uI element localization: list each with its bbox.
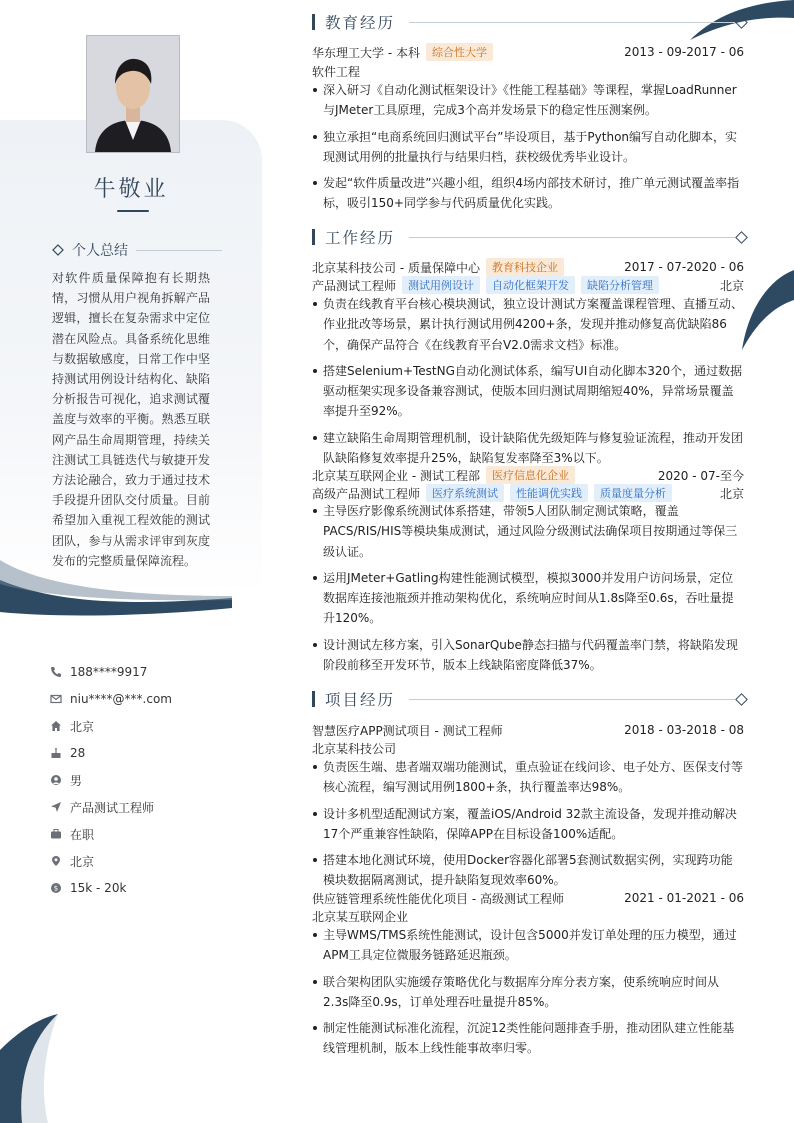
job-position: 高级产品测试工程师 [312, 486, 421, 501]
job-header-row [312, 258, 744, 276]
contact-age [50, 745, 250, 761]
list-item: 运用JMeter+Gatling构建性能测试模型，模拟3000并发用户访问场景，定位数据库连接池瓶颈并推动架构优化，系统响应时间从1.8s降至0.6s，吞吐量提升120%。 [312, 568, 744, 629]
work-title: 工作经历 [325, 229, 396, 247]
skill-tag: 缺陷分析管理 [581, 276, 659, 294]
list-item: 设计测试左移方案，引入SonarQube静态扫描与代码覆盖率门禁，将缺陷发现阶段前移至开发环节，版本上线缺陷密度降低37%。 [312, 635, 744, 676]
home-icon [50, 720, 62, 732]
project-header-row [312, 889, 744, 907]
project-name: 智慧医疗APP测试项目 - 测试工程师 [312, 723, 503, 738]
list-item: 搭建本地化测试环境，使用Docker容器化部署5套测试数据实例，实现跨功能模块数据隔离测试，提升缺陷复现效率60%。 [312, 850, 744, 891]
bottom-left-decoration [0, 1010, 80, 1123]
job-date: 2020 - 07-至今 [657, 468, 744, 483]
skill-tag: 质量度量分析 [594, 484, 672, 502]
contact-target-city [50, 853, 250, 869]
name-underline [117, 210, 149, 212]
projects-section-heading [312, 687, 746, 711]
project-date: 2021 - 01-2021 - 06 [624, 891, 744, 905]
education-header-row [312, 43, 744, 61]
list-item: 负责在线教育平台核心模块测试，独立设计测试方案覆盖课程管理、直播互动、作业批改等场景，累计执行测试用例4200+条，发现并推动修复高优缺陷86个，确保产品符合《在线教育平台V2.0需求文档》标准。 [312, 294, 744, 355]
education-section-heading [312, 10, 746, 34]
list-item: 设计多机型适配测试方案，覆盖iOS/Android 32款主流设备，发现并推动解决17个严重兼容性缺陷，保障APP在目标设备100%适配。 [312, 804, 744, 845]
project-company: 北京某互联网企业 [312, 909, 409, 924]
heading-bar [312, 229, 315, 245]
briefcase-icon [50, 828, 62, 840]
company-tag: 医疗信息化企业 [486, 466, 575, 484]
diamond-icon [52, 244, 64, 256]
salary-value: 15k - 20k [70, 881, 127, 895]
contact-home [50, 718, 250, 734]
svg-text:$: $ [53, 884, 59, 893]
skill-tag: 自动化框架开发 [486, 276, 575, 294]
profile-photo [86, 35, 180, 153]
education-major-row [312, 62, 744, 80]
projects-title: 项目经历 [325, 691, 396, 709]
gender-value: 男 [70, 773, 83, 788]
job-position-row [312, 484, 744, 502]
school-name: 华东理工大学 - 本科 [312, 45, 420, 60]
skill-tag: 医疗系统测试 [426, 484, 504, 502]
mail-icon [50, 693, 62, 705]
summary-title: 个人总结 [72, 243, 128, 259]
job-status-value: 在职 [70, 827, 95, 842]
education-date: 2013 - 09-2017 - 06 [624, 45, 744, 59]
summary-text: 对软件质量保障抱有长期热情，习惯从用户视角拆解产品逻辑，擅长在复杂需求中定位潜在风险点。具备系统化思维与数据敏感度，日常工作中坚持测试用例设计结构化、缺陷分析报告可视化，追求测试覆盖度与效率的平衡。熟悉互联网产品生命周期管理，持续关注测试工具链迭代与敏捷开发方法论融合，致力于通过技术手段提升团队交付质量。目前希望加入重视工程效能的测试团队，参与从需求评审到灰度发布的完整质量保障流程。 [52, 271, 210, 568]
job-position: 产品测试工程师 [312, 278, 397, 293]
contact-email [50, 691, 250, 707]
heading-rule [409, 699, 735, 700]
diamond-icon [735, 231, 748, 244]
education-title: 教育经历 [325, 14, 396, 32]
list-item: 发起“软件质量改进”兴趣小组，组织4场内部技术研讨，推广单元测试覆盖率指标，吸引150+同学参与代码质量优化实践。 [312, 173, 744, 214]
school-tag: 综合性大学 [426, 43, 493, 61]
job-city: 北京 [719, 486, 744, 501]
salary-icon [50, 882, 62, 894]
major: 软件工程 [312, 64, 361, 79]
target-position-value: 产品测试工程师 [70, 800, 155, 815]
job-company: 北京某互联网企业 - 测试工程部 [312, 468, 480, 483]
job-city: 北京 [719, 278, 744, 293]
contact-gender [50, 772, 250, 788]
heading-rule [409, 237, 735, 238]
contact-target-position [50, 799, 250, 815]
job-date: 2017 - 07-2020 - 06 [624, 260, 744, 274]
job-bullets [312, 501, 744, 681]
education-bullets [312, 80, 744, 220]
project-bullets [312, 925, 744, 1065]
list-item: 建立缺陷生命周期管理机制，设计缺陷优先级矩阵与修复验证流程，推动开发团队缺陷修复效率提升25%，缺陷复发率降至3%以下。 [312, 428, 744, 469]
diamond-icon [735, 693, 748, 706]
project-company-row [312, 739, 744, 757]
list-item: 负责医生端、患者端双端功能测试，重点验证在线问诊、电子处方、医保支付等核心流程，编写测试用例1800+条，执行覆盖率达98%。 [312, 757, 744, 798]
home-value: 北京 [70, 719, 95, 734]
list-item: 搭建Selenium+TestNG自动化测试体系，编写UI自动化脚本320个，通过数据驱动框架实现多设备兼容测试，使版本回归测试周期缩短40%，异常场景覆盖率提升至92%。 [312, 361, 744, 422]
target-city-value: 北京 [70, 854, 95, 869]
email-value: niu****@***.com [70, 692, 172, 706]
phone-icon [50, 666, 62, 678]
company-tag: 教育科技企业 [486, 258, 564, 276]
job-header-row [312, 466, 744, 484]
send-icon [50, 801, 62, 813]
project-company-row [312, 907, 744, 925]
project-company: 北京某科技公司 [312, 741, 397, 756]
project-bullets [312, 757, 744, 897]
job-position-row [312, 276, 744, 294]
list-item: 独立承担“电商系统回归测试平台”毕设项目，基于Python编写自动化脚本，实现测试用例的批量执行与结果归档，获校级优秀毕业设计。 [312, 127, 744, 168]
contact-salary [50, 880, 250, 896]
job-bullets [312, 294, 744, 474]
list-item: 主导WMS/TMS系统性能测试，设计包含5000并发订单处理的压力模型，通过APM工具定位微服务链路延迟瓶颈。 [312, 925, 744, 966]
cake-icon [50, 747, 62, 759]
phone-value: 188****9917 [70, 665, 148, 679]
diamond-icon [735, 16, 748, 29]
list-item: 主导医疗影像系统测试体系搭建，带领5人团队制定测试策略，覆盖PACS/RIS/HIS等模块集成测试，通过风险分级测试法确保项目按期通过等保三级认证。 [312, 501, 744, 562]
heading-rule [409, 22, 735, 23]
contact-job-status [50, 826, 250, 842]
project-name: 供应链管理系统性能优化项目 - 高级测试工程师 [312, 891, 564, 906]
age-value: 28 [70, 746, 86, 760]
gender-icon [50, 774, 62, 786]
list-item: 联合架构团队实施缓存策略优化与数据库分库分表方案，使系统响应时间从2.3s降至0.9s，订单处理吞吐量提升85%。 [312, 972, 744, 1013]
contact-phone [50, 664, 250, 680]
summary-heading [52, 240, 222, 260]
candidate-name: 牛敬业 [93, 177, 169, 202]
skill-tag: 测试用例设计 [402, 276, 480, 294]
summary-divider [136, 250, 222, 251]
location-pin-icon [50, 855, 62, 867]
project-date: 2018 - 03-2018 - 08 [624, 723, 744, 737]
work-section-heading [312, 225, 746, 249]
skill-tag: 性能调优实践 [510, 484, 588, 502]
project-header-row [312, 721, 744, 739]
list-item: 深入研习《自动化测试框架设计》《性能工程基础》等课程，掌握LoadRunner与JMeter工具原理，完成3个高并发场景下的稳定性压测案例。 [312, 80, 744, 121]
heading-bar [312, 14, 315, 30]
list-item: 制定性能测试标准化流程，沉淀12类性能问题排查手册，推动团队建立性能基线管理机制，版本上线性能事故率归零。 [312, 1018, 744, 1059]
job-company: 北京某科技公司 - 质量保障中心 [312, 260, 480, 275]
heading-bar [312, 691, 315, 707]
